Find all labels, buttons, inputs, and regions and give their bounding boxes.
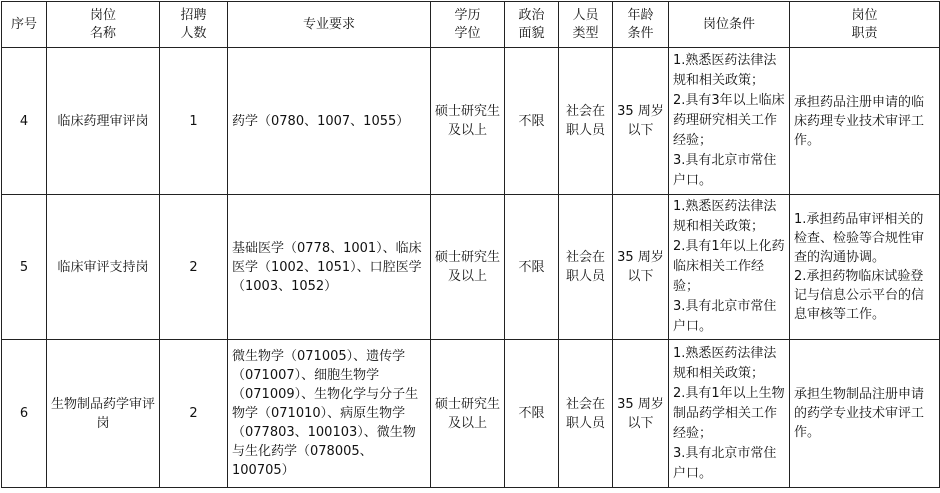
cell-edu: 硕士研究生及以上 — [431, 195, 505, 340]
condition-item: 2.具有1年以上化药临床相关工作经验； — [673, 239, 785, 294]
cell-no: 6 — [2, 340, 47, 488]
table-row — [2, 340, 940, 488]
condition-item: 3.具有北京市常住户口。 — [673, 299, 777, 334]
header-edu: 学历 学位 — [431, 2, 505, 48]
cell-conditions — [669, 340, 790, 488]
header-political: 政治 面貌 — [505, 2, 559, 48]
cell-count: 2 — [160, 195, 228, 340]
cell-political: 不限 — [505, 340, 559, 488]
header-name: 岗位 名称 — [47, 2, 160, 48]
table-row — [2, 48, 940, 195]
cell-count: 2 — [160, 340, 228, 488]
cell-major: 药学（0780、1007、1055） — [228, 48, 431, 195]
header-duties: 岗位 职责 — [790, 2, 940, 48]
condition-item: 1.熟悉医药法律法规和相关政策； — [673, 345, 777, 381]
cell-age: 35 周岁以下 — [613, 340, 669, 488]
job-table — [1, 1, 940, 488]
condition-item: 3.具有北京市常住户口。 — [673, 153, 777, 188]
cell-no: 5 — [2, 195, 47, 340]
cell-count: 1 — [160, 48, 228, 195]
header-age: 年龄 条件 — [613, 2, 669, 48]
cell-duties: 承担生物制品注册申请的药学专业技术审评工作。 — [790, 340, 940, 488]
cell-major: 基础医学（0778、1001）、临床医学（1002、1051）、口腔医学（1003、1052） — [228, 195, 431, 340]
table-row — [2, 195, 940, 340]
header-count: 招聘 人数 — [160, 2, 228, 48]
cell-political: 不限 — [505, 195, 559, 340]
header-major: 专业要求 — [228, 2, 431, 48]
condition-item: 2.具有3年以上临床药理研究相关工作经验； — [673, 93, 785, 148]
condition-item: 1.熟悉医药法律法规和相关政策； — [673, 53, 777, 88]
header-no: 序号 — [2, 2, 47, 48]
cell-duties: 1.承担药品审评相关的检查、检验等合规性审查的沟通协调。 2.承担药物临床试验登记与信息公示平台的信息审核等工作。 — [790, 195, 940, 340]
header-conditions: 岗位条件 — [669, 2, 790, 48]
cell-name: 临床药理审评岗 — [47, 48, 160, 195]
cell-edu: 硕士研究生及以上 — [431, 48, 505, 195]
cell-edu: 硕士研究生及以上 — [431, 340, 505, 488]
condition-item: 3.具有北京市常住户口。 — [673, 445, 777, 481]
header-type: 人员 类型 — [559, 2, 613, 48]
condition-item: 1.熟悉医药法律法规和相关政策； — [673, 199, 777, 234]
cell-age: 35 周岁以下 — [613, 195, 669, 340]
cell-name: 生物制品药学审评岗 — [47, 340, 160, 488]
cell-type: 社会在职人员 — [559, 195, 613, 340]
cell-political: 不限 — [505, 48, 559, 195]
cell-conditions — [669, 195, 790, 340]
cell-duties: 承担药品注册申请的临床药理专业技术审评工作。 — [790, 48, 940, 195]
header-row — [2, 2, 940, 48]
cell-type: 社会在职人员 — [559, 48, 613, 195]
cell-no: 4 — [2, 48, 47, 195]
cell-major: 微生物学（071005）、遗传学（071007）、细胞生物学（071009）、生物化学与分子生物学（071010）、病原生物学（077803、100103）、微生物与生化药学（078005、100705） — [228, 340, 431, 488]
cell-type: 社会在职人员 — [559, 340, 613, 488]
condition-item: 2.具有1年以上生物制品药学相关工作经验； — [673, 385, 785, 441]
cell-name: 临床审评支持岗 — [47, 195, 160, 340]
cell-age: 35 周岁以下 — [613, 48, 669, 195]
cell-conditions — [669, 48, 790, 195]
